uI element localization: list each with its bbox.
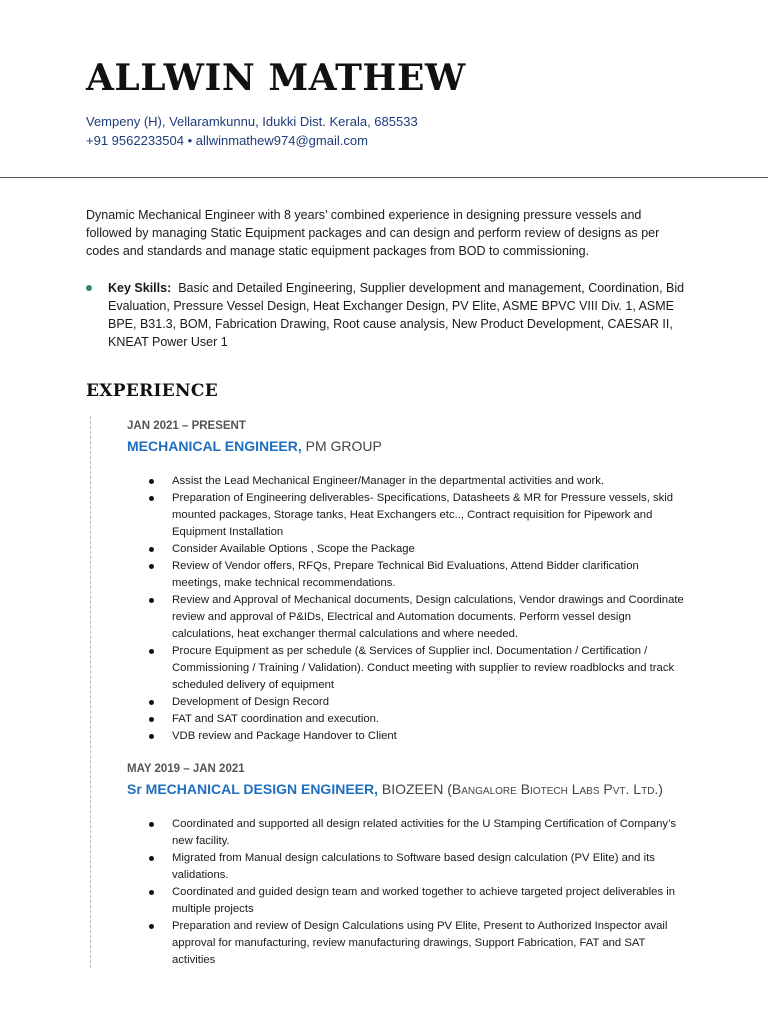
skills-text: Basic and Detailed Engineering, Supplier development and management, Coordination, Bid Evaluation, Pressure Vessel Design, Heat Exchanger Design, PV Elite, ASME BPVC VIII Div. 1, ASME BPE, B31.3, BOM, Fabrication Drawing, Root cause analysis, New Product Development, CAESAR II, KNEAT Power User 1 <box>108 281 685 349</box>
job-title: MECHANICAL ENGINEER, <box>127 438 302 454</box>
bullet-text: Consider Available Options , Scope the Package <box>172 543 415 555</box>
job-title-line <box>127 779 687 799</box>
list-item <box>145 592 689 643</box>
contact-block <box>86 112 418 150</box>
list-item <box>145 473 689 490</box>
bullet-icon <box>149 649 154 654</box>
bullet-icon <box>149 479 154 484</box>
bullet-icon <box>149 547 154 552</box>
bullet-text: Coordinated and guided design team and worked together to achieve targeted project deliverables in multiple projects <box>172 886 676 915</box>
list-item <box>145 490 689 541</box>
bullet-icon <box>149 717 154 722</box>
address: Vempeny (H), Vellaramkunnu, Idukki Dist. Kerala, 685533 <box>86 114 418 129</box>
bullet-icon <box>149 890 154 895</box>
bullet-icon <box>149 822 154 827</box>
key-skills <box>86 279 690 351</box>
bullet-icon <box>149 496 154 501</box>
list-item <box>145 711 689 728</box>
bullet-text: Review of Vendor offers, RFQs, Prepare Technical Bid Evaluations, Attend Bidder clarification meetings, make technical recommendations. <box>172 560 639 589</box>
experience-heading: EXPERIENCE <box>86 381 218 401</box>
job-title: Sr MECHANICAL DESIGN ENGINEER, <box>127 781 378 797</box>
job-dates: JAN 2021 – PRESENT <box>127 420 246 432</box>
bullet-text: Preparation and review of Design Calculations using PV Elite, Present to Authorized Inspector avail approval for manufacturing, review manufacturing drawings, Support Fabrication, FAT and SAT activities <box>172 920 668 966</box>
header-divider <box>0 177 768 178</box>
bullet-icon <box>149 700 154 705</box>
bullet-icon <box>149 856 154 861</box>
list-item <box>145 850 689 884</box>
job-title-line <box>127 436 687 456</box>
list-item <box>145 643 689 694</box>
professional-summary: Dynamic Mechanical Engineer with 8 years’ combined experience in designing pressure vessels and followed by managing Static Equipment packages and can design and perform review of designs as per codes and standards and manage static equipment packages from BOD to commissioning. <box>86 208 660 258</box>
list-item <box>145 558 689 592</box>
phone-email: +91 9562233504 • allwinmathew974@gmail.com <box>86 133 368 148</box>
skills-bullet-icon <box>86 285 92 291</box>
bullet-text: Development of Design Record <box>172 696 329 708</box>
bullet-text: FAT and SAT coordination and execution. <box>172 713 380 725</box>
candidate-name: ALLWIN MATHEW <box>86 57 466 99</box>
list-item <box>145 816 689 850</box>
bullet-text: Review and Approval of Mechanical documents, Design calculations, Vendor drawings and Coordinate review and approval of P&IDs, Electrical and Automation documents. Perform vessel design calculations, heat exchanger thermal calculations and where needed. <box>172 594 684 640</box>
bullet-icon <box>149 564 154 569</box>
skills-colon: : <box>167 281 172 295</box>
bullet-icon <box>149 734 154 739</box>
job-dates: MAY 2019 – JAN 2021 <box>127 763 245 775</box>
list-item <box>145 884 689 918</box>
bullet-icon <box>149 598 154 603</box>
company-name <box>382 781 663 797</box>
company-short-name: BIOZEEN <box>381 781 444 797</box>
bullet-text: VDB review and Package Handover to Client <box>172 730 397 742</box>
timeline-line <box>90 416 91 968</box>
bullet-text: Coordinated and supported all design related activities for the U Stamping Certification of Company’s new facility. <box>172 818 677 847</box>
bullet-text: Assist the Lead Mechanical Engineer/Manager in the departmental activities and work. <box>172 475 605 487</box>
bullet-text: Preparation of Engineering deliverables- Specifications, Datasheets & MR for Pressure vessels, skid mounted packages, Storage tanks, Heat Exchangers etc.., Contract requisition for Pipework and Equipment Installation <box>172 492 674 538</box>
list-item <box>145 918 689 969</box>
skills-label: Key Skills <box>108 281 168 295</box>
list-item <box>145 541 689 558</box>
job-entry <box>127 761 687 966</box>
bullet-text: Procure Equipment as per schedule (& Services of Supplier incl. Documentation / Certification / Commissioning / Training / Validation). Conduct meeting with supplier to review roadblocks and track scheduled delivery of equipment <box>172 645 675 691</box>
job-entry <box>127 418 687 742</box>
job-bullets <box>145 473 689 745</box>
list-item <box>145 694 689 711</box>
bullet-text: Migrated from Manual design calculations to Software based design calculation (PV Elite) and its validations. <box>172 852 655 881</box>
list-item <box>145 728 689 745</box>
company-full-name: (Bangalore Biotech Labs Pvt. Ltd.) <box>447 781 663 797</box>
bullet-icon <box>149 924 154 929</box>
company-name: PM GROUP <box>305 438 382 454</box>
job-bullets <box>145 816 689 969</box>
